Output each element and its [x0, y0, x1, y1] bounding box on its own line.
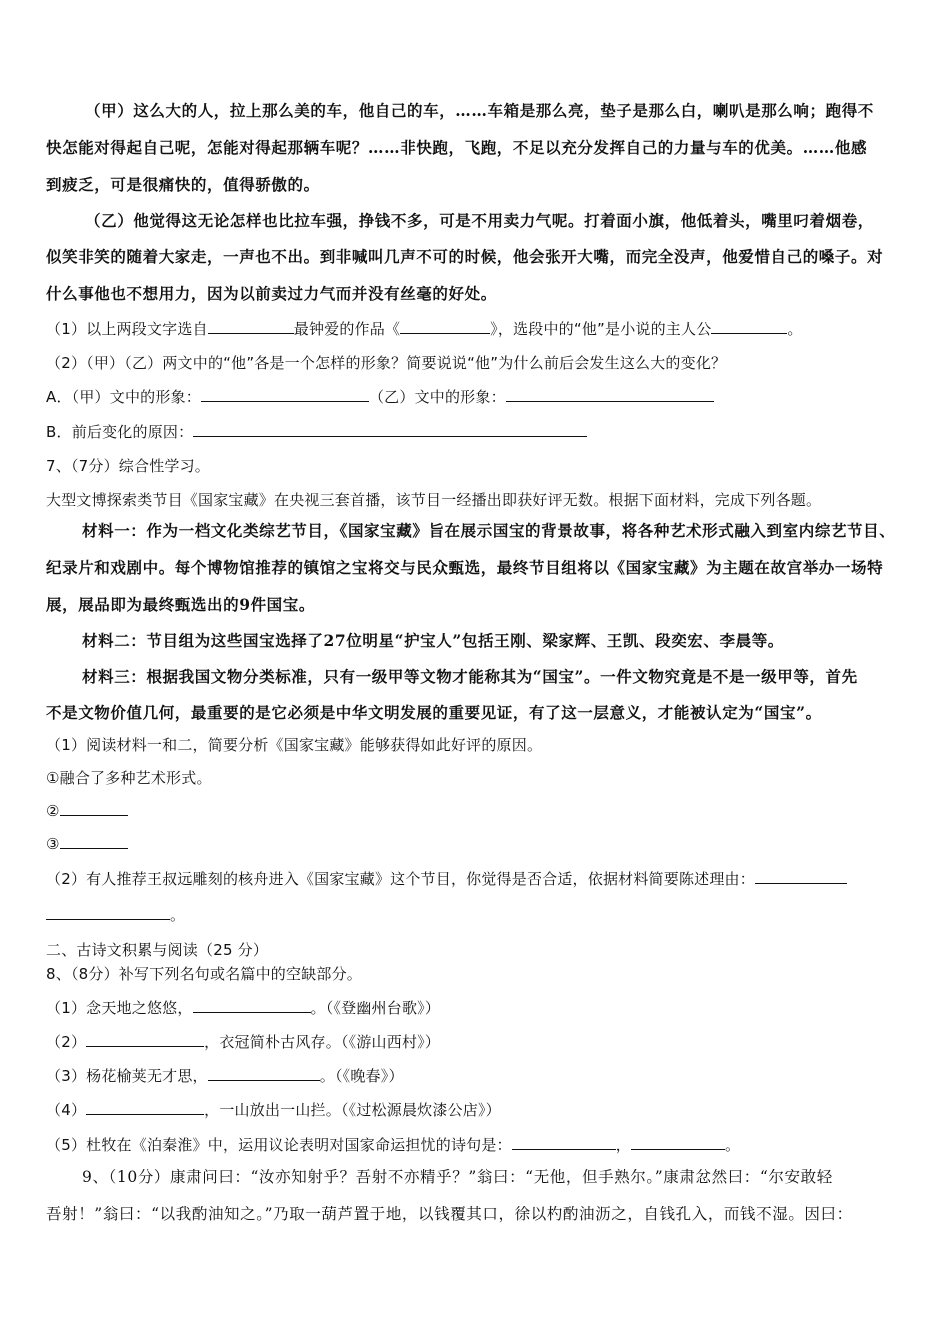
q8-item-1-source: 。（《登幽州台歌》） — [310, 999, 441, 1017]
q8-item-4-num: （4） — [46, 1101, 87, 1119]
material-3-line-1: 材料三：根据我国文物分类标准，只有一级甲等文物才能称其为“国宝”。一件文物究竟是不是一级甲等，首先 — [82, 667, 858, 686]
passage-a-line-1: （甲）这么大的人，拉上那么美的车，他自己的车，……车箱是那么亮，垫子是那么白，喇叭是那么响；跑得不 — [85, 101, 874, 120]
reason-blank[interactable] — [193, 422, 587, 437]
poem-blank-4[interactable] — [86, 1100, 204, 1115]
q8-item-2-num: （2） — [46, 1033, 87, 1051]
q8-item-2 — [46, 1031, 440, 1053]
q6-part1-text-a: （1）以上两段文字选自 — [46, 320, 208, 338]
q7-answer-2 — [46, 800, 128, 822]
q8-item-3 — [46, 1065, 404, 1087]
q8-item-5-text: （5）杜牧在《泊秦淮》中，运用议论表明对国家命运担忧的诗句是： — [46, 1136, 512, 1154]
q6-answer-b-label: B．前后变化的原因： — [46, 423, 194, 441]
q8-item-2-text: ，衣冠简朴古风存。（《游山西村》） — [204, 1033, 441, 1051]
work-title-blank[interactable] — [400, 319, 490, 334]
q6-part2: （2）（甲）（乙）两文中的“他”各是一个怎样的形象？简要说说“他”为什么前后会发生这么大的变化？ — [46, 354, 727, 372]
image-a-blank[interactable] — [201, 387, 369, 402]
material-3-line-2: 不是文物价值几何，最重要的是它必须是中华文明发展的重要见证，有了这一层意义，才能被认定为“国宝”。 — [46, 703, 822, 722]
q8-item-5 — [46, 1134, 740, 1156]
q8-item-1-text: （1）念天地之悠悠， — [46, 999, 193, 1017]
q8-item-4 — [46, 1099, 501, 1121]
q7-sub2 — [46, 868, 847, 890]
q7-sub1: （1）阅读材料一和二，简要分析《国家宝藏》能够获得如此好评的原因。 — [46, 736, 543, 754]
answer-2-blank[interactable] — [60, 801, 128, 816]
q9-line-1: 9、（10分）康肃问曰：“汝亦知射乎？吾射不亦精乎？”翁曰：“无他，但手熟尔。”康肃忿然曰：“尔安敢轻 — [82, 1168, 833, 1186]
poem-blank-2[interactable] — [86, 1032, 204, 1047]
q8-item-3-text: （3）杨花榆荚无才思， — [46, 1067, 208, 1085]
q7-answer-3-label: ③ — [46, 835, 60, 853]
poem-blank-3[interactable] — [208, 1066, 320, 1081]
section-2-title: 二、古诗文积累与阅读（25 分） — [46, 941, 269, 959]
q8-item-4-text: ，一山放出一山拦。（《过松源晨炊漆公店》） — [204, 1101, 501, 1119]
q6-answer-a-mid: （乙）文中的形象： — [368, 388, 506, 406]
reason-blank-1[interactable] — [755, 869, 847, 884]
q9-line-2: 吾射！”翁曰：“以我酌油知之。”乃取一葫芦置于地，以钱覆其口，徐以杓酌油沥之，自钱孔入，而钱不湿。因曰： — [46, 1205, 853, 1223]
q7-answer-1: ①融合了多种艺术形式。 — [46, 769, 212, 787]
q6-part1-text-c: 》，选段中的“他”是小说的主人公 — [490, 320, 712, 338]
q8-item-5-end: 。 — [724, 1136, 741, 1154]
q7-sub2-cont — [46, 904, 185, 926]
q6-answer-b — [46, 421, 587, 443]
q7-answer-3 — [46, 833, 128, 855]
passage-b-line-2: 似笑非笑的随着大家走，一声也不出。到非喊叫几声不可的时候，他会张开大嘴，而完全没声，他爱惜自己的嗓子。对 — [46, 247, 884, 266]
passage-a-line-2: 快怎能对得起自己呢，怎能对得起那辆车呢？……非快跑，飞跑，不足以充分发挥自己的力量与车的优美。……他感 — [46, 138, 868, 157]
q8-item-1 — [46, 997, 440, 1019]
material-1-line-2: 纪录片和戏剧中。每个博物馆推荐的镇馆之宝将交与民众甄选，最终节目组将以《国家宝藏》为主题在故宫举办一场特 — [46, 558, 884, 577]
q8-item-5-comma: ， — [615, 1136, 631, 1154]
passage-a-line-3: 到疲乏，可是很痛快的，值得骄傲的。 — [46, 175, 320, 194]
material-2: 材料二：节目组为这些国宝选择了27位明星“护宝人”包括王刚、梁家辉、王凯、段奕宏、李晨等。 — [82, 631, 784, 650]
protagonist-blank[interactable] — [711, 319, 787, 334]
q6-part1-end: 。 — [787, 320, 803, 338]
image-b-blank[interactable] — [506, 387, 714, 402]
passage-b-line-1: （乙）他觉得这无论怎样也比拉车强，挣钱不多，可是不用卖力气呢。打着面小旗，他低着头，嘴里叼着烟卷， — [85, 211, 874, 230]
q6-part1-text-b: 最钟爱的作品《 — [293, 320, 401, 338]
q8-item-3-source: 。（《晚春》） — [319, 1067, 404, 1085]
poem-blank-5b[interactable] — [631, 1135, 725, 1150]
answer-3-blank[interactable] — [60, 834, 128, 849]
q6-answer-a — [46, 386, 714, 408]
q7-sub2-end: 。 — [170, 906, 186, 924]
poem-blank-5a[interactable] — [512, 1135, 616, 1150]
material-1-line-1: 材料一：作为一档文化类综艺节目，《国家宝藏》旨在展示国宝的背景故事，将各种艺术形式融入到室内综艺节目、 — [82, 521, 896, 540]
q7-sub2-text: （2）有人推荐王叔远雕刻的核舟进入《国家宝藏》这个节目，你觉得是否合适，依据材料简要陈述理由： — [46, 870, 755, 888]
q7-answer-2-label: ② — [46, 802, 60, 820]
q6-part1 — [46, 318, 803, 340]
poem-blank-1[interactable] — [193, 998, 311, 1013]
q6-answer-a-label: A．（甲）文中的形象： — [46, 388, 201, 406]
reason-blank-2[interactable] — [46, 905, 170, 920]
q7-intro: 大型文博探索类节目《国家宝藏》在央视三套首播，该节目一经播出即获好评无数。根据下面材料，完成下列各题。 — [46, 491, 822, 509]
q8-heading: 8、（8分）补写下列名句或名篇中的空缺部分。 — [46, 965, 362, 983]
material-1-line-3: 展，展品即为最终甄选出的9件国宝。 — [46, 595, 315, 614]
q7-heading: 7、（7分）综合性学习。 — [46, 457, 210, 475]
passage-b-line-3: 什么事他也不想用力，因为以前卖过力气而并没有丝毫的好处。 — [46, 284, 497, 303]
author-blank[interactable] — [208, 319, 294, 334]
